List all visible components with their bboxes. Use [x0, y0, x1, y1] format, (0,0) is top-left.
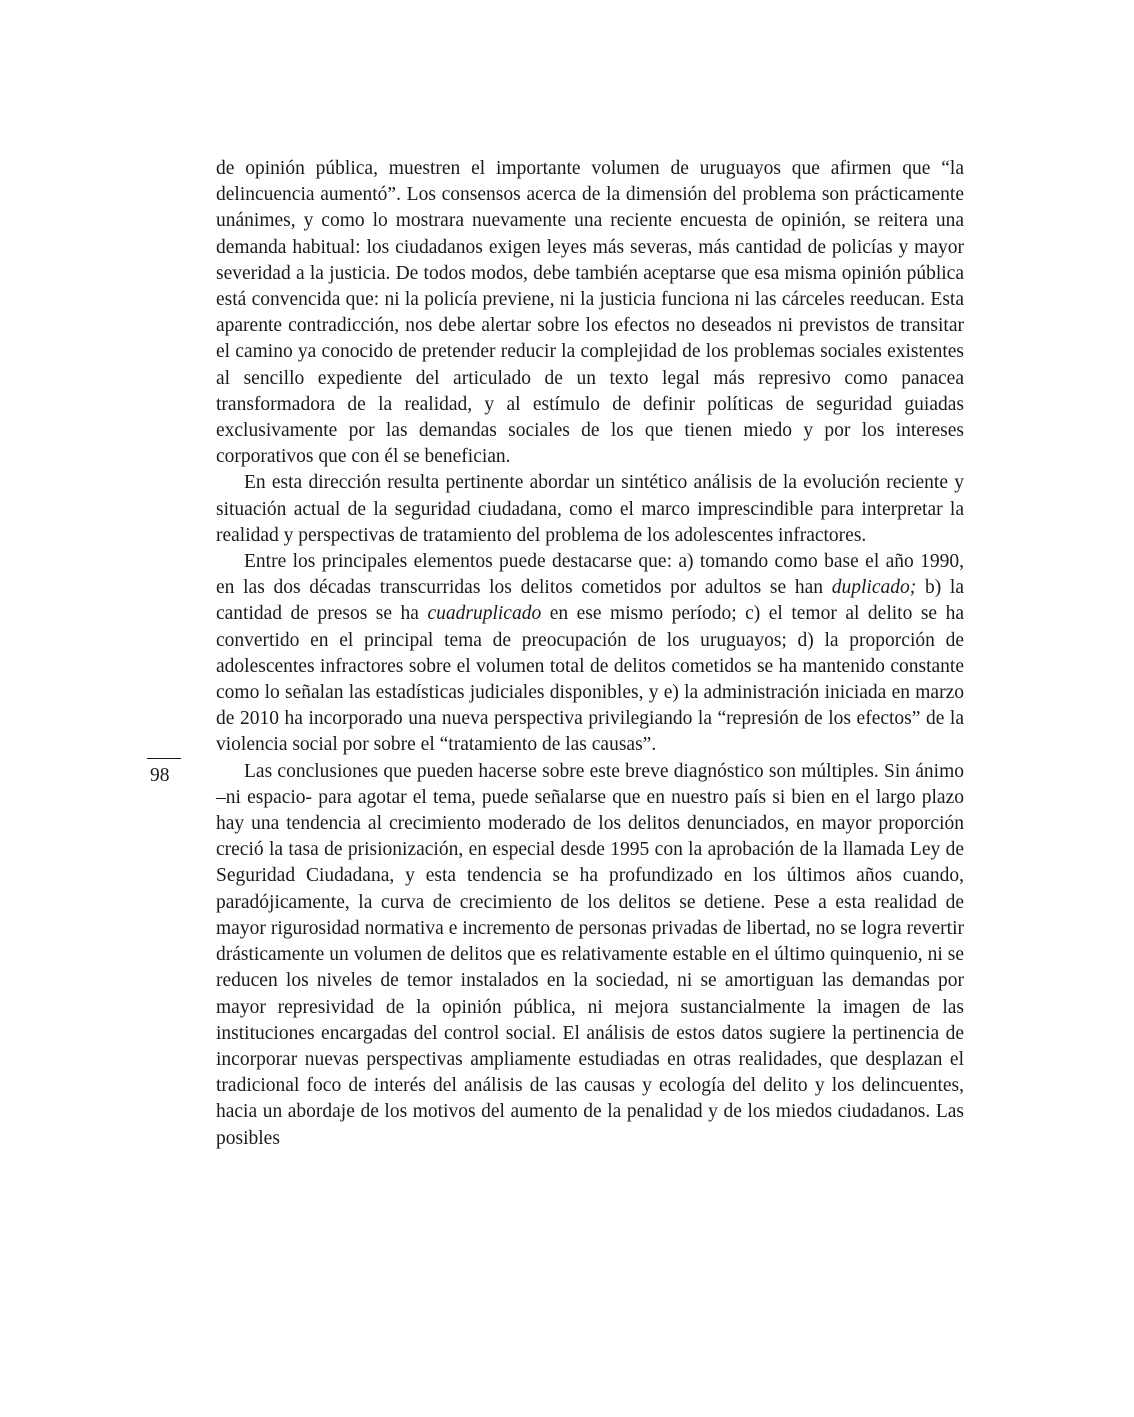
- italic-text: duplicado;: [831, 577, 917, 599]
- paragraph-1: [216, 156, 964, 470]
- page-number-rule: [147, 758, 181, 759]
- text-run: Entre los principales elementos puede destacarse que: a) tomando como base el año 1990, en las dos décadas transcurridas los delitos cometidos por adultos se han: [216, 551, 964, 599]
- paragraph-4: [216, 759, 964, 1152]
- paragraph-2: [216, 470, 964, 549]
- text-run: b) la cantidad de presos se ha: [216, 577, 964, 625]
- page-number: 98: [150, 765, 170, 786]
- text-run: de opinión pública, muestren el importante volumen de uruguayos que afirmen que “la delincuencia aumentó”. Los consensos acerca de la dimensión del problema son prácticamente unánimes, y como lo mostrara nuevamente una reciente encuesta de opinión, se reitera una demanda habitual: los ciudadanos exigen leyes más severas, más cantidad de policías y mayor severidad a la justicia. De todos modos, debe también aceptarse que esa misma opinión pública está convencida que: ni la policía previene, ni la justicia funciona ni las cárceles reeducan. Esta aparente contradicción, nos debe alertar sobre los efectos no deseados ni previstos de transitar el camino ya conocido de pretender reducir la complejidad de los problemas sociales existentes al sencillo expediente del articulado de un texto legal más represivo como panacea transformadora de la realidad, y al estímulo de definir políticas de seguridad guiadas exclusivamente por las demandas sociales de los que tienen miedo y por los intereses corporativos que con él se benefician.: [216, 158, 964, 468]
- text-run: Las conclusiones que pueden hacerse sobre este breve diagnóstico son múltiples. Sin ánimo –ni espacio- para agotar el tema, puede señalarse que en nuestro país si bien en el largo plazo hay una tendencia al crecimiento moderado de los delitos denunciados, en mayor proporción creció la tasa de prisionización, en especial desde 1995 con la aprobación de la llamada Ley de Seguridad Ciudadana, y esta tendencia se ha profundizado en los últimos años cuando, paradójicamente, la curva de crecimiento de los delitos se detiene. Pese a esta realidad de mayor rigurosidad normativa e incremento de personas privadas de libertad, no se logra revertir drásticamente un volumen de delitos que es relativamente estable en el último quinquenio, ni se reducen los niveles de temor instalados en la sociedad, ni se amortiguan las demandas por mayor represividad de la opinión pública, ni mejora sustancialmente la imagen de las instituciones encargadas del control social. El análisis de estos datos sugiere la pertinencia de incorporar nuevas perspectivas ampliamente estudiadas en otras realidades, que desplazan el tradicional foco de interés del análisis de las causas y ecología del delito y los delincuentes, hacia un abordaje de los motivos del aumento de la penalidad y de los miedos ciudadanos. Las posibles: [216, 760, 964, 1149]
- italic-text: cuadruplicado: [427, 603, 542, 625]
- text-run: en ese mismo período; c) el temor al delito se ha convertido en el principal tema de preocupación de los uruguayos; d) la proporción de adolescentes infractores sobre el volumen total de delitos cometidos se ha mantenido constante como lo señalan las estadísticas judiciales disponibles, y e) la administración iniciada en marzo de 2010 ha incorporado una nueva perspectiva privilegiando la “represión de los efectos” de la violencia social por sobre el “tratamiento de las causas”.: [216, 603, 964, 756]
- paragraph-3: [216, 549, 964, 759]
- body-text: [216, 156, 964, 1152]
- text-run: En esta dirección resulta pertinente abordar un sintético análisis de la evolución reciente y situación actual de la seguridad ciudadana, como el marco imprescindible para interpretar la realidad y perspectivas de tratamiento del problema de los adolescentes infractores.: [216, 472, 964, 546]
